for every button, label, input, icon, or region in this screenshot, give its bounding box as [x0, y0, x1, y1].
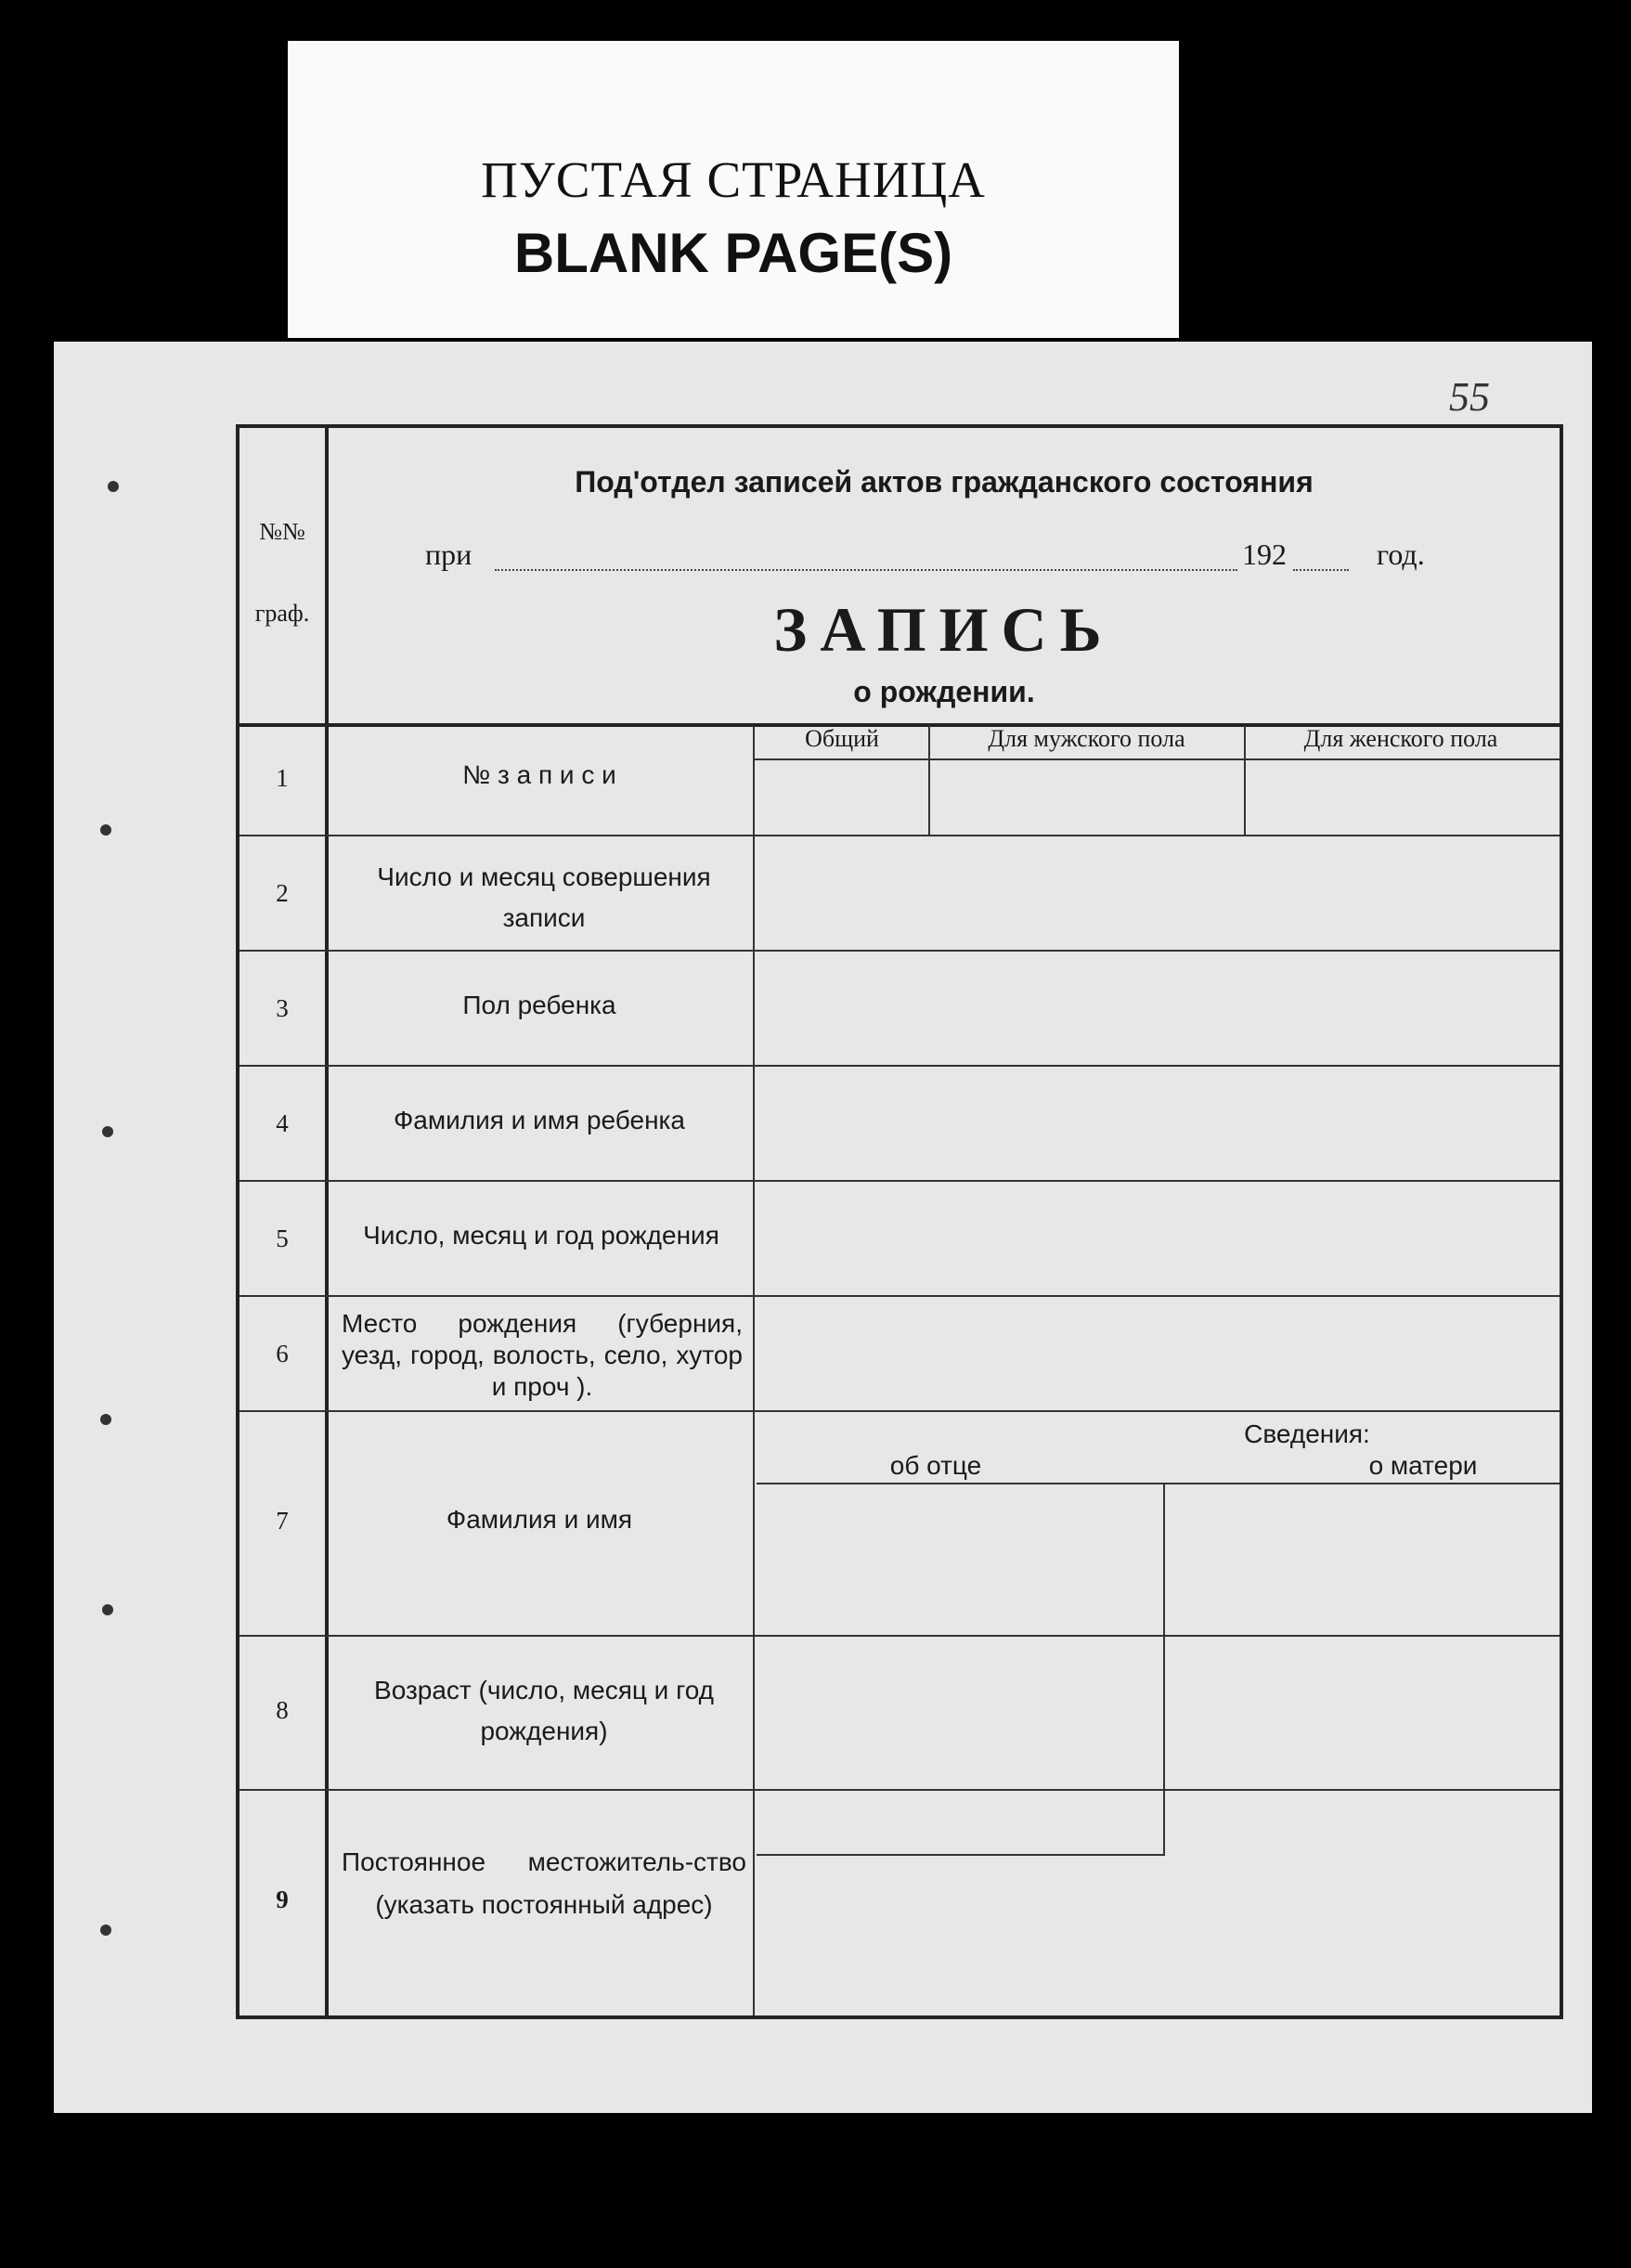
form-title: ЗАПИСЬ: [773, 594, 1115, 665]
year-dotted-line: [1293, 569, 1349, 571]
row-divider: [239, 1789, 1560, 1791]
blank-page-label-ru: ПУСТАЯ СТРАНИЦА: [481, 151, 986, 208]
row-divider: [239, 835, 1560, 836]
row-number: 6: [276, 1340, 289, 1367]
row-number: 9: [276, 1886, 289, 1913]
blank-page-label-en: BLANK PAGE(S): [513, 222, 953, 284]
row-number: 7: [276, 1507, 289, 1535]
row-number: 2: [276, 879, 289, 907]
graf-label: граф.: [254, 600, 310, 627]
folio-number: 55: [1449, 374, 1490, 420]
birth-record-form: [236, 424, 1563, 2019]
mother-heading: о матери: [1368, 1451, 1478, 1480]
row-divider: [239, 950, 1560, 952]
record-subheader-divider: [755, 758, 1560, 760]
row-divider: [239, 1410, 1560, 1412]
nn-label: №№: [259, 518, 305, 545]
pri-dotted-line: [495, 569, 1237, 571]
department-heading: Под'отдел записей актов гражданского состояния: [575, 465, 1314, 499]
year-prefix: 192: [1242, 538, 1287, 571]
punch-hole: [102, 1604, 113, 1615]
label-column-divider: [753, 725, 755, 2015]
record-col-general: Общий: [805, 725, 879, 752]
row-label-registration-date: Число и месяц совершения записи: [377, 862, 711, 932]
row-number: 1: [276, 764, 289, 792]
father-mother-divider: [1163, 1483, 1165, 1854]
father-box-bottom: [757, 1854, 1165, 1856]
punch-hole: [100, 1414, 111, 1425]
row-label-birth-date: Число, месяц и год рождения: [363, 1221, 719, 1250]
punch-hole: [108, 481, 119, 492]
record-col-male: Для мужского пола: [988, 725, 1185, 752]
row-number: 4: [276, 1109, 289, 1137]
parents-subheader-divider: [757, 1483, 1560, 1484]
row-label-child-name: Фамилия и имя ребенка: [394, 1106, 685, 1134]
row-divider: [239, 1295, 1560, 1297]
punch-hole: [100, 824, 111, 836]
punch-hole: [102, 1126, 113, 1137]
row-label-parent-name: Фамилия и имя: [446, 1505, 633, 1534]
row-label-child-sex: Пол ребенка: [462, 991, 616, 1019]
blank-page-label: [288, 41, 1179, 338]
row-label-residence: Постоянное местожитель-ство (указать постоянный адрес): [342, 1847, 746, 1919]
row-divider: [239, 1180, 1560, 1182]
row-number: 5: [276, 1225, 289, 1252]
row-label-birth-place: Место рождения (губерния, уезд, город, волость, село, хутор и проч ).: [342, 1309, 743, 1401]
father-heading: об отце: [889, 1451, 982, 1480]
god-label: год.: [1377, 538, 1425, 571]
punch-hole: [100, 1925, 111, 1936]
parents-heading: Сведения:: [1244, 1419, 1370, 1448]
row-number: 3: [276, 994, 289, 1022]
row-divider: [239, 1635, 1560, 1637]
pri-label: при: [425, 538, 472, 571]
record-col-female: Для женского пола: [1303, 725, 1498, 752]
row-label-record-number: № з а п и с и: [462, 760, 616, 789]
row-number: 8: [276, 1696, 289, 1724]
row-divider: [239, 1065, 1560, 1067]
row-label-parent-age: Возраст (число, месяц и год рождения): [374, 1676, 714, 1745]
form-subtitle: о рождении.: [853, 675, 1035, 708]
